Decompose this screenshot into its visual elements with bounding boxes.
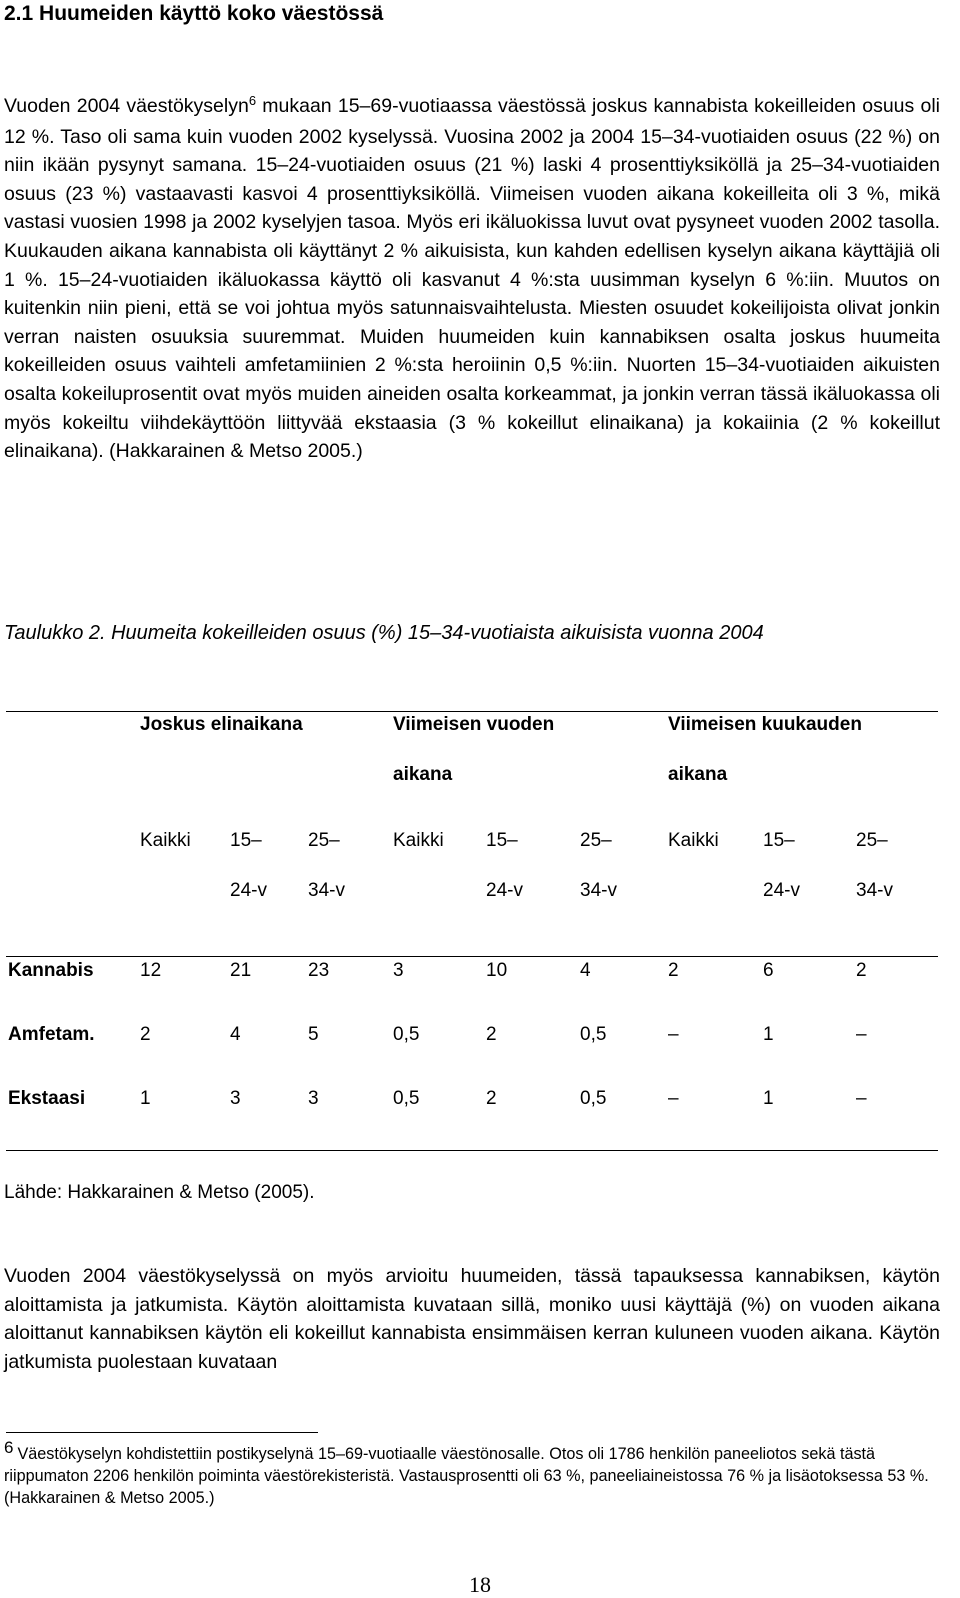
paragraph-1-rest: mukaan 15–69-vuotiaassa väestössä joskus kannabista kokeilleiden osuus oli 12 %. Taso oli sama kuin vuoden 2002 kyselyssä. Vuosina 2002 ja 2004 15–34-vuotiaiden osuus (22 %) on niin ikään pysynyt samana. 15–24-vuotiaiden osuus (21 %) laski 4 prosenttiyksiköllä ja 25–34-vuotiaiden osuus (23 %) vastaavasti kasvoi 4 prosenttiyksiköllä. Viimeisen vuoden aikana kokeilleita oli 3 %, mikä vastasi vuosien 1998 ja 2002 kyselyjen tasoa. Myös eri ikäluokissa luvut ovat pysyneet vuoden 2002 tasolla. Kuukauden aikana kannabista oli käyttänyt 2 % aikuisista, kun kahden edellisen kyselyn aikana käyttäjiä oli 1 %. 15–24-vuotiaiden ikäluokassa käyttö oli kasvanut 4 %:sta uusimman kyselyn 6 %:iin. Muutos on kuitenkin niin pieni, että se voi johtua myös satunnaisvaihtelusta. Miesten osuudet kokeilijoista olivat jonkin verran naisten osuuksia suuremmat. Muiden huumeiden kuin kannabiksen osalta joskus huumeita kokeilleiden osuus vaihteli amfetamiinien 2 %:sta heroiinin 0,5 %:iin. Nuorten 15–34-vuotiaiden aikuisten osalta kokeiluprosentit ovat myös muiden aineiden osalta korkeammat, ja jonkin verran tässä ikäluokassa oli myös kokeiltu viihdekäyttöön liittyvää ekstaasia (3 % kokeillut elinaikana) ja kokaiinia (2 % kokeillut elinaikana). (Hakkarainen & Metso 2005.) [4,95,940,463]
table-cell: 6 [763,960,774,981]
table-cell: 1 [140,1088,151,1109]
table-cell: 0,5 [580,1024,607,1045]
table-cell: 3 [393,960,404,981]
table-cell: 0,5 [393,1024,420,1045]
subheader-all: Kaikki [668,830,719,851]
footnote-marker: 6 [4,1438,14,1457]
table-cell: 2 [486,1088,497,1109]
table-cell: – [668,1024,679,1045]
table-cell: 0,5 [580,1088,607,1109]
table-cell: 4 [230,1024,241,1045]
footnote [4,1438,940,1509]
table-cell: 21 [230,960,252,981]
page-number: 18 [469,1572,491,1597]
subheader-15-24-line2: 24-v [230,880,267,901]
body-paragraph-1 [4,92,940,466]
subheader-25-34: 25– [308,830,340,851]
table-cell: 2 [486,1024,497,1045]
table-cell: 2 [140,1024,151,1045]
table-cell: 3 [230,1088,241,1109]
table-top-rule [6,711,938,712]
row-label-kannabis: Kannabis [8,960,94,981]
group-header-month-line2: aikana [668,764,728,785]
subheader-25-34-line2: 34-v [580,880,617,901]
subheader-15-24: 15– [763,830,795,851]
table-cell: 5 [308,1024,319,1045]
table-cell: 1 [763,1024,774,1045]
section-heading: 2.1 Huumeiden käyttö koko väestössä [4,2,384,25]
subheader-25-34: 25– [580,830,612,851]
group-header-month: Viimeisen kuukauden [668,714,862,735]
row-label-amfetam: Amfetam. [8,1024,95,1045]
table-header-rule [6,956,938,957]
table-caption: Taulukko 2. Huumeita kokeilleiden osuus (%) 15–34-vuotiaista aikuisista vuonna 2004 [4,622,764,644]
table-cell: 0,5 [393,1088,420,1109]
subheader-all: Kaikki [140,830,191,851]
subheader-15-24: 15– [486,830,518,851]
row-label-ekstaasi: Ekstaasi [8,1088,86,1109]
group-header-year-line2: aikana [393,764,453,785]
table-cell: 2 [668,960,679,981]
table-cell: 10 [486,960,508,981]
table-cell: 12 [140,960,162,981]
table-cell: 1 [763,1088,774,1109]
group-header-year: Viimeisen vuoden [393,714,555,735]
subheader-15-24: 15– [230,830,262,851]
footnote-separator [6,1432,318,1433]
table-bottom-rule [6,1150,938,1151]
table-cell: 3 [308,1088,319,1109]
table-cell: – [668,1088,679,1109]
subheader-25-34: 25– [856,830,888,851]
table-cell: – [856,1088,867,1109]
table-cell: 4 [580,960,591,981]
group-header-lifetime: Joskus elinaikana [140,714,303,735]
table-cell: 23 [308,960,330,981]
subheader-15-24-line2: 24-v [486,880,523,901]
footnote-reference[interactable]: 6 [248,93,257,108]
subheader-15-24-line2: 24-v [763,880,800,901]
subheader-25-34-line2: 34-v [308,880,345,901]
body-paragraph-2: Vuoden 2004 väestökyselyssä on myös arvioitu huumeiden, tässä tapauksessa kannabiksen, käytön aloittamista ja jatkumista. Käytön aloittamista kuvataan sillä, moniko uusi käyttäjä (%) on vuoden aikana aloittanut kannabiksen käytön eli kokeillut kannabista ensimmäisen kerran kuluneen vuoden aikana. Käytön jatkumista puolestaan kuvataan [4,1265,940,1373]
table-cell: 2 [856,960,867,981]
table-source: Lähde: Hakkarainen & Metso (2005). [4,1182,315,1203]
table-cell: – [856,1024,867,1045]
subheader-all: Kaikki [393,830,444,851]
subheader-25-34-line2: 34-v [856,880,893,901]
paragraph-1-start: Vuoden 2004 väestökyselyn [4,95,249,117]
footnote-text: Väestökyselyn kohdistettiin postikyselynä 15–69-vuotiaalle väestönosalle. Otos oli 1786 henkilön paneeliotos sekä tästä riippumaton 2206 henkilön poiminta väestörekisteristä. Vastausprosentti oli 63 %, paneeliaineistossa 76 % ja lisäotoksessa 53 %. (Hakkarainen & Metso 2005.) [4,1445,929,1507]
